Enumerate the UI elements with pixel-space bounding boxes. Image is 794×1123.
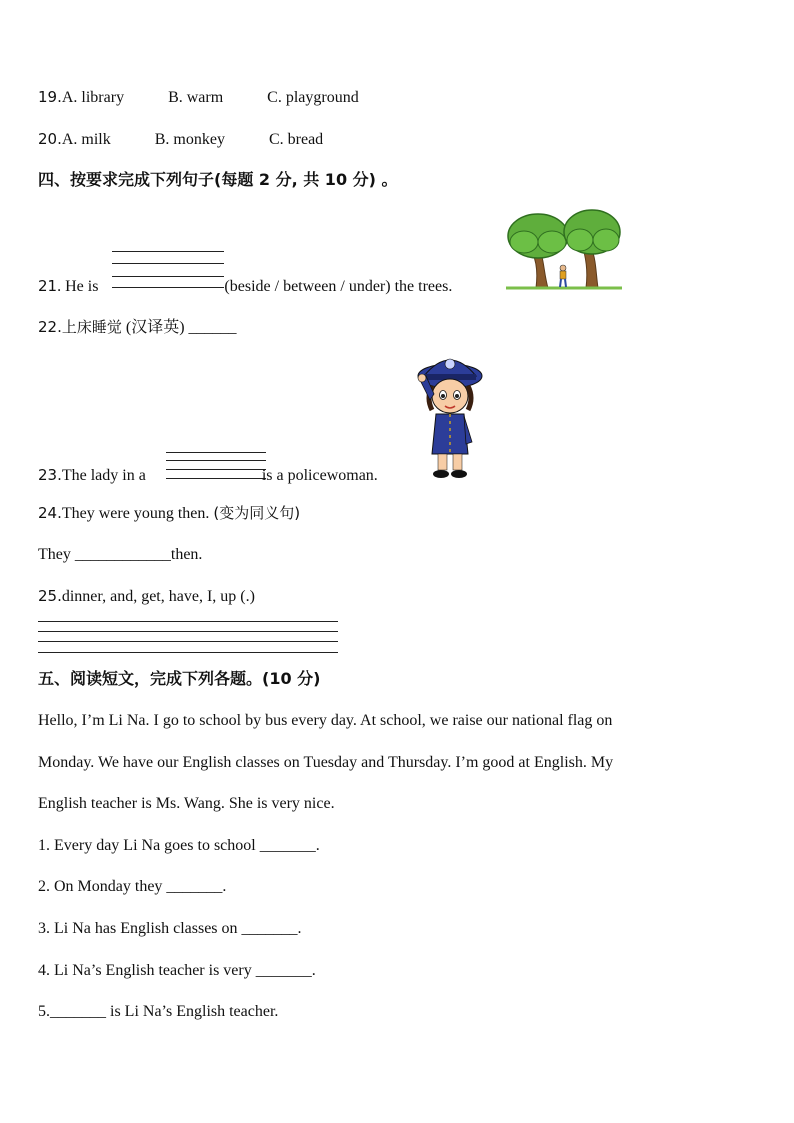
question-number: 22. xyxy=(38,318,62,336)
question-19 xyxy=(38,87,359,108)
policewoman-saluting-illustration xyxy=(412,350,488,482)
option-c: C. bread xyxy=(268,131,324,148)
option-b: B. monkey xyxy=(154,131,225,148)
passage-line-1: Hello, I’m Li Na. I go to school by bus every day. At school, we raise our national flag on xyxy=(38,712,613,729)
option-a: A. library xyxy=(61,89,125,106)
q22-hint: (汉译英) xyxy=(121,319,189,336)
question-23 xyxy=(38,465,378,486)
trees-with-child-illustration xyxy=(506,208,622,292)
question-21 xyxy=(38,276,452,297)
q22-chinese-phrase: 上床睡觉 xyxy=(61,318,122,336)
reading-question-3: 3. Li Na has English classes on _______. xyxy=(38,920,302,937)
section-5-heading: 五、阅读短文，完成下列各题。(10 分) xyxy=(38,669,321,688)
section-4-heading: 四、按要求完成下列句子(每题 2 分, 共 10 分) 。 xyxy=(38,170,398,189)
option-a: A. milk xyxy=(61,131,111,148)
question-25 xyxy=(38,586,255,607)
q24-hint: (变为同义句) xyxy=(213,504,301,522)
q24-answer-pre: They xyxy=(38,546,75,563)
question-number: 20. xyxy=(38,130,62,148)
option-b: B. warm xyxy=(168,89,224,106)
question-24-answer xyxy=(38,545,202,565)
q21-text-pre: . He is xyxy=(57,278,99,295)
reading-question-1: 1. Every day Li Na goes to school _______. xyxy=(38,837,320,854)
question-22 xyxy=(38,317,237,338)
option-c: C. playground xyxy=(267,89,359,106)
q25-writing-lines[interactable] xyxy=(38,621,338,653)
reading-question-5: 5._______ is Li Na’s English teacher. xyxy=(38,1003,279,1020)
question-number: 19. xyxy=(38,88,62,106)
q24-sentence: They were young then. xyxy=(61,505,214,522)
question-20 xyxy=(38,129,323,150)
passage-line-3: English teacher is Ms. Wang. She is very nice. xyxy=(38,795,335,812)
q22-answer-blank[interactable]: ______ xyxy=(188,319,237,336)
question-number: 23. xyxy=(38,466,62,484)
q23-text-post: is a policewoman. xyxy=(261,467,378,484)
question-number: 24. xyxy=(38,504,62,522)
reading-question-2: 2. On Monday they _______. xyxy=(38,878,227,895)
q24-answer-post: then. xyxy=(170,546,203,563)
q25-words: dinner, and, get, have, I, up (.) xyxy=(61,588,255,605)
question-number: 25. xyxy=(38,587,62,605)
reading-question-4: 4. Li Na’s English teacher is very _______. xyxy=(38,962,316,979)
q24-answer-blank[interactable]: ____________ xyxy=(74,546,171,563)
passage-line-2: Monday. We have our English classes on Tuesday and Thursday. I’m good at English. My xyxy=(38,754,614,771)
question-24 xyxy=(38,503,300,524)
question-number: 21 xyxy=(38,277,58,295)
q23-text-pre: The lady in a xyxy=(61,467,146,484)
q21-text-post: (beside / between / under) the trees. xyxy=(224,278,453,295)
